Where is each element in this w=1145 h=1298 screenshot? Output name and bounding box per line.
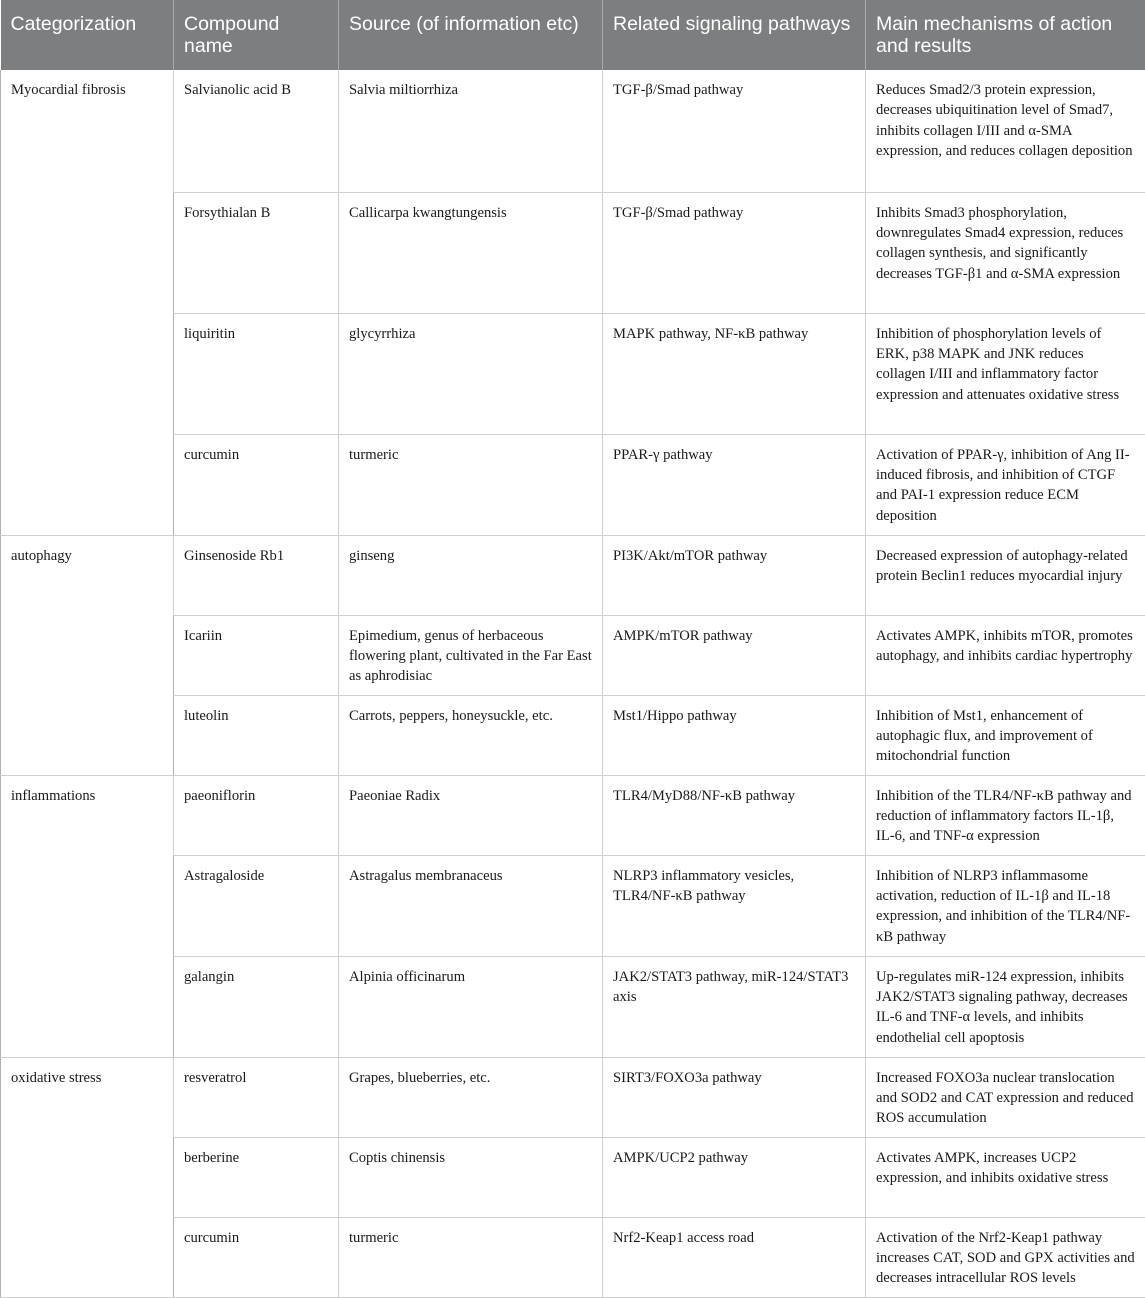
mechanism-cell: Reduces Smad2/3 protein expression, decreases ubiquitination level of Smad7, inhibits collagen I/III and α-SMA expression, and reduces collagen deposition bbox=[866, 70, 1145, 192]
mechanism-cell: Inhibition of the TLR4/NF-κB pathway and reduction of inflammatory factors IL-1β, IL-6, and TNF-α expression bbox=[866, 775, 1145, 855]
pathway-cell: PI3K/Akt/mTOR pathway bbox=[603, 535, 866, 615]
mechanism-cell: Inhibition of Mst1, enhancement of autophagic flux, and improvement of mitochondrial function bbox=[866, 695, 1145, 775]
header-mechanisms: Main mechanisms of action and results bbox=[866, 0, 1145, 70]
pathway-cell: AMPK/UCP2 pathway bbox=[603, 1137, 866, 1217]
mechanism-cell: Activation of the Nrf2-Keap1 pathway increases CAT, SOD and GPX activities and decreases intracellular ROS levels bbox=[866, 1217, 1145, 1297]
source-cell: Astragalus membranaceus bbox=[339, 855, 603, 956]
category-cell: Myocardial fibrosis bbox=[1, 70, 174, 535]
compound-cell: berberine bbox=[174, 1137, 339, 1217]
table-row bbox=[1, 775, 1145, 855]
source-cell: Carrots, peppers, honeysuckle, etc. bbox=[339, 695, 603, 775]
source-cell: turmeric bbox=[339, 434, 603, 535]
compound-cell: Astragaloside bbox=[174, 855, 339, 956]
source-cell: Alpinia officinarum bbox=[339, 956, 603, 1057]
compound-cell: curcumin bbox=[174, 1217, 339, 1297]
compound-cell: Salvianolic acid B bbox=[174, 70, 339, 192]
pathway-cell: Mst1/Hippo pathway bbox=[603, 695, 866, 775]
compound-cell: liquiritin bbox=[174, 313, 339, 434]
header-source: Source (of information etc) bbox=[339, 0, 603, 70]
compound-cell: Icariin bbox=[174, 615, 339, 695]
source-cell: ginseng bbox=[339, 535, 603, 615]
source-cell: glycyrrhiza bbox=[339, 313, 603, 434]
compound-cell: paeoniflorin bbox=[174, 775, 339, 855]
source-cell: Coptis chinensis bbox=[339, 1137, 603, 1217]
source-cell: Epimedium, genus of herbaceous flowering plant, cultivated in the Far East as aphrodisiac bbox=[339, 615, 603, 695]
mechanism-cell: Inhibition of phosphorylation levels of ERK, p38 MAPK and JNK reduces collagen I/III and inflammatory factor expression and attenuates oxidative stress bbox=[866, 313, 1145, 434]
mechanism-cell: Up-regulates miR-124 expression, inhibits JAK2/STAT3 signaling pathway, decreases IL-6 and TNF-α levels, and inhibits endothelial cell apoptosis bbox=[866, 956, 1145, 1057]
compound-cell: curcumin bbox=[174, 434, 339, 535]
header-signaling-pathways: Related signaling pathways bbox=[603, 0, 866, 70]
pathway-cell: MAPK pathway, NF-κB pathway bbox=[603, 313, 866, 434]
table-row bbox=[1, 535, 1145, 615]
pathway-cell: Nrf2-Keap1 access road bbox=[603, 1217, 866, 1297]
pathway-cell: JAK2/STAT3 pathway, miR-124/STAT3 axis bbox=[603, 956, 866, 1057]
compound-cell: resveratrol bbox=[174, 1057, 339, 1137]
compound-cell: luteolin bbox=[174, 695, 339, 775]
pathway-cell: NLRP3 inflammatory vesicles, TLR4/NF-κB pathway bbox=[603, 855, 866, 956]
mechanism-cell: Increased FOXO3a nuclear translocation and SOD2 and CAT expression and reduced ROS accumulation bbox=[866, 1057, 1145, 1137]
compound-cell: galangin bbox=[174, 956, 339, 1057]
mechanism-cell: Decreased expression of autophagy-related protein Beclin1 reduces myocardial injury bbox=[866, 535, 1145, 615]
category-cell: inflammations bbox=[1, 775, 174, 1057]
table-row bbox=[1, 70, 1145, 192]
mechanism-cell: Activates AMPK, increases UCP2 expression, and inhibits oxidative stress bbox=[866, 1137, 1145, 1217]
header-compound-name: Compound name bbox=[174, 0, 339, 70]
source-cell: Salvia miltiorrhiza bbox=[339, 70, 603, 192]
table-header-row bbox=[1, 0, 1145, 70]
source-cell: Paeoniae Radix bbox=[339, 775, 603, 855]
pathway-cell: PPAR-γ pathway bbox=[603, 434, 866, 535]
mechanism-cell: Activates AMPK, inhibits mTOR, promotes autophagy, and inhibits cardiac hypertrophy bbox=[866, 615, 1145, 695]
pathway-cell: TLR4/MyD88/NF-κB pathway bbox=[603, 775, 866, 855]
pathway-cell: SIRT3/FOXO3a pathway bbox=[603, 1057, 866, 1137]
pathway-cell: TGF-β/Smad pathway bbox=[603, 70, 866, 192]
source-cell: turmeric bbox=[339, 1217, 603, 1297]
pathway-cell: AMPK/mTOR pathway bbox=[603, 615, 866, 695]
pathway-cell: TGF-β/Smad pathway bbox=[603, 192, 866, 313]
mechanism-cell: Inhibition of NLRP3 inflammasome activation, reduction of IL-1β and IL-18 expression, and inhibition of the TLR4/NF-κB pathway bbox=[866, 855, 1145, 956]
header-categorization: Categorization bbox=[1, 0, 174, 70]
mechanism-cell: Inhibits Smad3 phosphorylation, downregulates Smad4 expression, reduces collagen synthesis, and significantly decreases TGF-β1 and α-SMA expression bbox=[866, 192, 1145, 313]
compound-cell: Ginsenoside Rb1 bbox=[174, 535, 339, 615]
table-row bbox=[1, 1057, 1145, 1137]
source-cell: Grapes, blueberries, etc. bbox=[339, 1057, 603, 1137]
category-cell: autophagy bbox=[1, 535, 174, 775]
source-cell: Callicarpa kwangtungensis bbox=[339, 192, 603, 313]
category-cell: oxidative stress bbox=[1, 1057, 174, 1297]
mechanism-cell: Activation of PPAR-γ, inhibition of Ang II-induced fibrosis, and inhibition of CTGF and PAI-1 expression reduce ECM deposition bbox=[866, 434, 1145, 535]
compound-cell: Forsythialan B bbox=[174, 192, 339, 313]
